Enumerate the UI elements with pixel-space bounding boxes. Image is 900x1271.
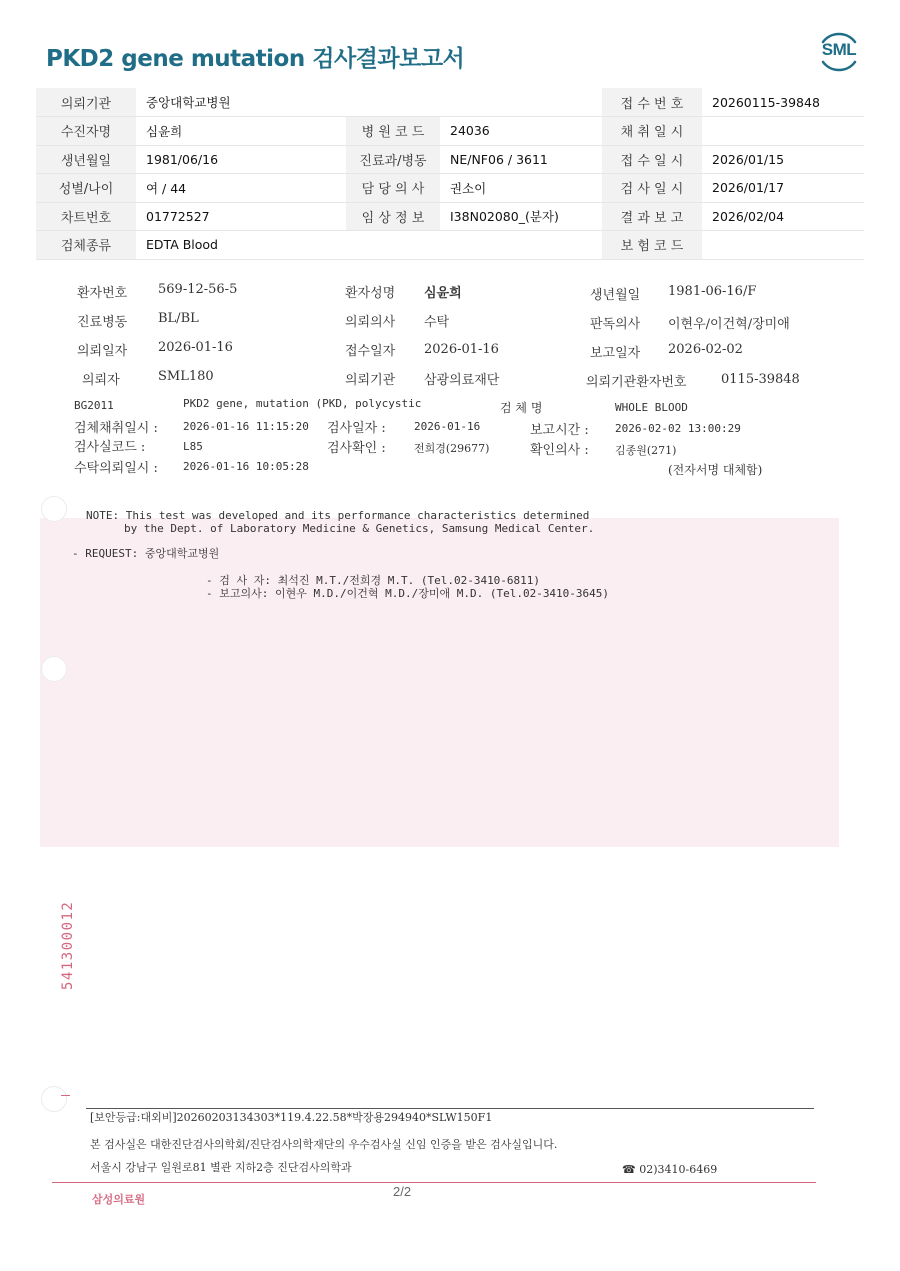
- note-line-1: NOTE: This test was developed and its performance characteristics determined: [86, 509, 590, 522]
- request-line: - REQUEST: 중앙대학교병원: [72, 547, 220, 560]
- result-area: [40, 518, 839, 847]
- doctor-value: 김종원(271): [615, 444, 677, 457]
- patient-name-label: 환자성명: [345, 286, 396, 301]
- req-inst-label: 의뢰기관: [345, 373, 396, 388]
- collect-label: 검체채취일시 :: [74, 421, 158, 436]
- header-label: 접 수 번 호: [602, 88, 702, 117]
- address-line: 서울시 강남구 일원로81 별관 지하2층 진단검사의학과: [90, 1161, 352, 1174]
- tester-line: - 검 사 자: 최석진 M.T./전희경 M.T. (Tel.02-3410-6811): [206, 574, 541, 587]
- footer-red-rule: [52, 1182, 816, 1183]
- confirm-label: 검사확인 :: [327, 441, 386, 456]
- logo-text: SML: [821, 40, 857, 59]
- header-label: 의뢰기관: [36, 88, 136, 117]
- request-date: 2026-01-16: [158, 340, 233, 355]
- report-date: 2026-02-02: [668, 342, 743, 357]
- header-row: [36, 202, 864, 231]
- header-label: 진료과/병동: [346, 145, 440, 174]
- req-doctor-label: 의뢰의사: [345, 315, 396, 330]
- ward-label: 진료병동: [77, 315, 128, 330]
- header-value: 24036: [440, 117, 602, 146]
- header-value: 1981/06/16: [136, 145, 346, 174]
- specimen-value: WHOLE BLOOD: [615, 401, 688, 414]
- header-value: 20260115-39848: [702, 88, 864, 117]
- header-value: 여 / 44: [136, 174, 346, 203]
- reporter-line: - 보고의사: 이현우 M.D./이건혁 M.D./장미애 M.D. (Tel.02-3410-3645): [206, 587, 610, 600]
- punch-hole: [41, 496, 67, 522]
- requester-label: 의뢰자: [82, 373, 120, 388]
- serial-tick: [61, 1095, 70, 1096]
- labcode-label: 검사실코드 :: [74, 440, 146, 455]
- specimen-label: 검 체 명: [500, 401, 543, 415]
- req-inst-patient-no-label: 의뢰기관환자번호: [586, 375, 687, 390]
- header-value: 심윤희: [136, 117, 346, 146]
- header-value: EDTA Blood: [136, 231, 346, 260]
- page-number: 2/2: [393, 1184, 412, 1199]
- patient-no: 569-12-56-5: [158, 282, 238, 297]
- report-date-label: 보고일자: [590, 346, 641, 361]
- header-label: 수진자명: [36, 117, 136, 146]
- header-label: 병 원 코 드: [346, 117, 440, 146]
- report-header-table: [36, 88, 864, 260]
- header-value: I38N02080_(분자): [440, 202, 602, 231]
- req-doctor-value: 수탁: [424, 315, 450, 330]
- reporttime-label: 보고시간 :: [530, 423, 589, 438]
- header-label: 담 당 의 사: [346, 174, 440, 203]
- req-inst-value: 삼광의료재단: [424, 373, 500, 388]
- header-label: 결 과 보 고: [602, 202, 702, 231]
- header-value: NE/NF06 / 3611: [440, 145, 602, 174]
- testdate-label: 검사일자 :: [327, 421, 386, 436]
- security-line: [보안등급:대외비]20260203134303*119.4.22.58*박장용294940*SLW150F1: [90, 1111, 493, 1124]
- receipt-date: 2026-01-16: [424, 342, 499, 357]
- punch-hole: [41, 656, 67, 682]
- note-line-2: by the Dept. of Laboratory Medicine & Genetics, Samsung Medical Center.: [124, 522, 595, 535]
- header-value: 중앙대학교병원: [136, 88, 346, 117]
- vertical-serial: 541300012: [60, 900, 76, 990]
- header-label: 채 취 일 시: [602, 117, 702, 146]
- req-inst-patient-no: 0115-39848: [721, 372, 800, 387]
- header-value: 2026/02/04: [702, 202, 864, 231]
- esign-note: (전자서명 대체함): [668, 463, 763, 477]
- brand-mark: 삼성의료원: [92, 1193, 146, 1206]
- header-value: 01772527: [136, 202, 346, 231]
- phone-line: ☎ 02)3410-6469: [622, 1163, 718, 1176]
- reporttime-value: 2026-02-02 13:00:29: [615, 422, 741, 435]
- confirm-value: 전희경(29677): [414, 442, 490, 455]
- header-row: [36, 145, 864, 174]
- consign-label: 수탁의뢰일시 :: [74, 461, 158, 476]
- header-row: [36, 88, 864, 117]
- requester-value: SML180: [158, 369, 214, 384]
- reading-doctor-label: 판독의사: [590, 317, 641, 332]
- patient-no-label: 환자번호: [77, 286, 128, 301]
- header-row: [36, 231, 864, 260]
- header-value: [440, 88, 602, 117]
- birth-value: 1981-06-16/F: [668, 284, 757, 299]
- labcode-value: L85: [183, 440, 203, 453]
- scanned-report: [0, 260, 900, 1271]
- testdate-value: 2026-01-16: [414, 420, 481, 433]
- header-label: 임 상 정 보: [346, 202, 440, 231]
- header-label: 성별/나이: [36, 174, 136, 203]
- patient-name: 심윤희: [424, 286, 462, 301]
- collect-value: 2026-01-16 11:15:20: [183, 420, 309, 433]
- report-title: PKD2 gene mutation 검사결과보고서: [46, 46, 465, 72]
- header-value: [346, 231, 440, 260]
- header-label: 차트번호: [36, 202, 136, 231]
- reading-doctor-value: 이현우/이건혁/장미애: [668, 317, 790, 332]
- sml-logo: [815, 28, 863, 76]
- test-name: PKD2 gene, mutation (PKD, polycystic: [183, 397, 422, 410]
- birth-label: 생년월일: [590, 288, 641, 303]
- header-value: [702, 231, 864, 260]
- header-value: 권소이: [440, 174, 602, 203]
- request-date-label: 의뢰일자: [77, 344, 128, 359]
- header-value: [702, 117, 864, 146]
- punch-hole: [41, 1086, 67, 1112]
- header-label: 검 사 일 시: [602, 174, 702, 203]
- header-label: 보 험 코 드: [602, 231, 702, 260]
- header-value: [440, 231, 602, 260]
- certification-line: 본 검사실은 대한진단검사의학회/진단검사의학재단의 우수검사실 신임 인증을 받은 검사실입니다.: [90, 1138, 558, 1151]
- test-code: BG2011: [74, 399, 114, 412]
- header-row: [36, 117, 864, 146]
- header-label: 검체종류: [36, 231, 136, 260]
- consign-value: 2026-01-16 10:05:28: [183, 460, 309, 473]
- ward-value: BL/BL: [158, 311, 199, 326]
- header-value: [346, 88, 440, 117]
- header-row: [36, 174, 864, 203]
- header-label: 접 수 일 시: [602, 145, 702, 174]
- header-value: 2026/01/15: [702, 145, 864, 174]
- receipt-date-label: 접수일자: [345, 344, 396, 359]
- header-value: 2026/01/17: [702, 174, 864, 203]
- doctor-label: 확인의사 :: [530, 443, 589, 458]
- header-label: 생년월일: [36, 145, 136, 174]
